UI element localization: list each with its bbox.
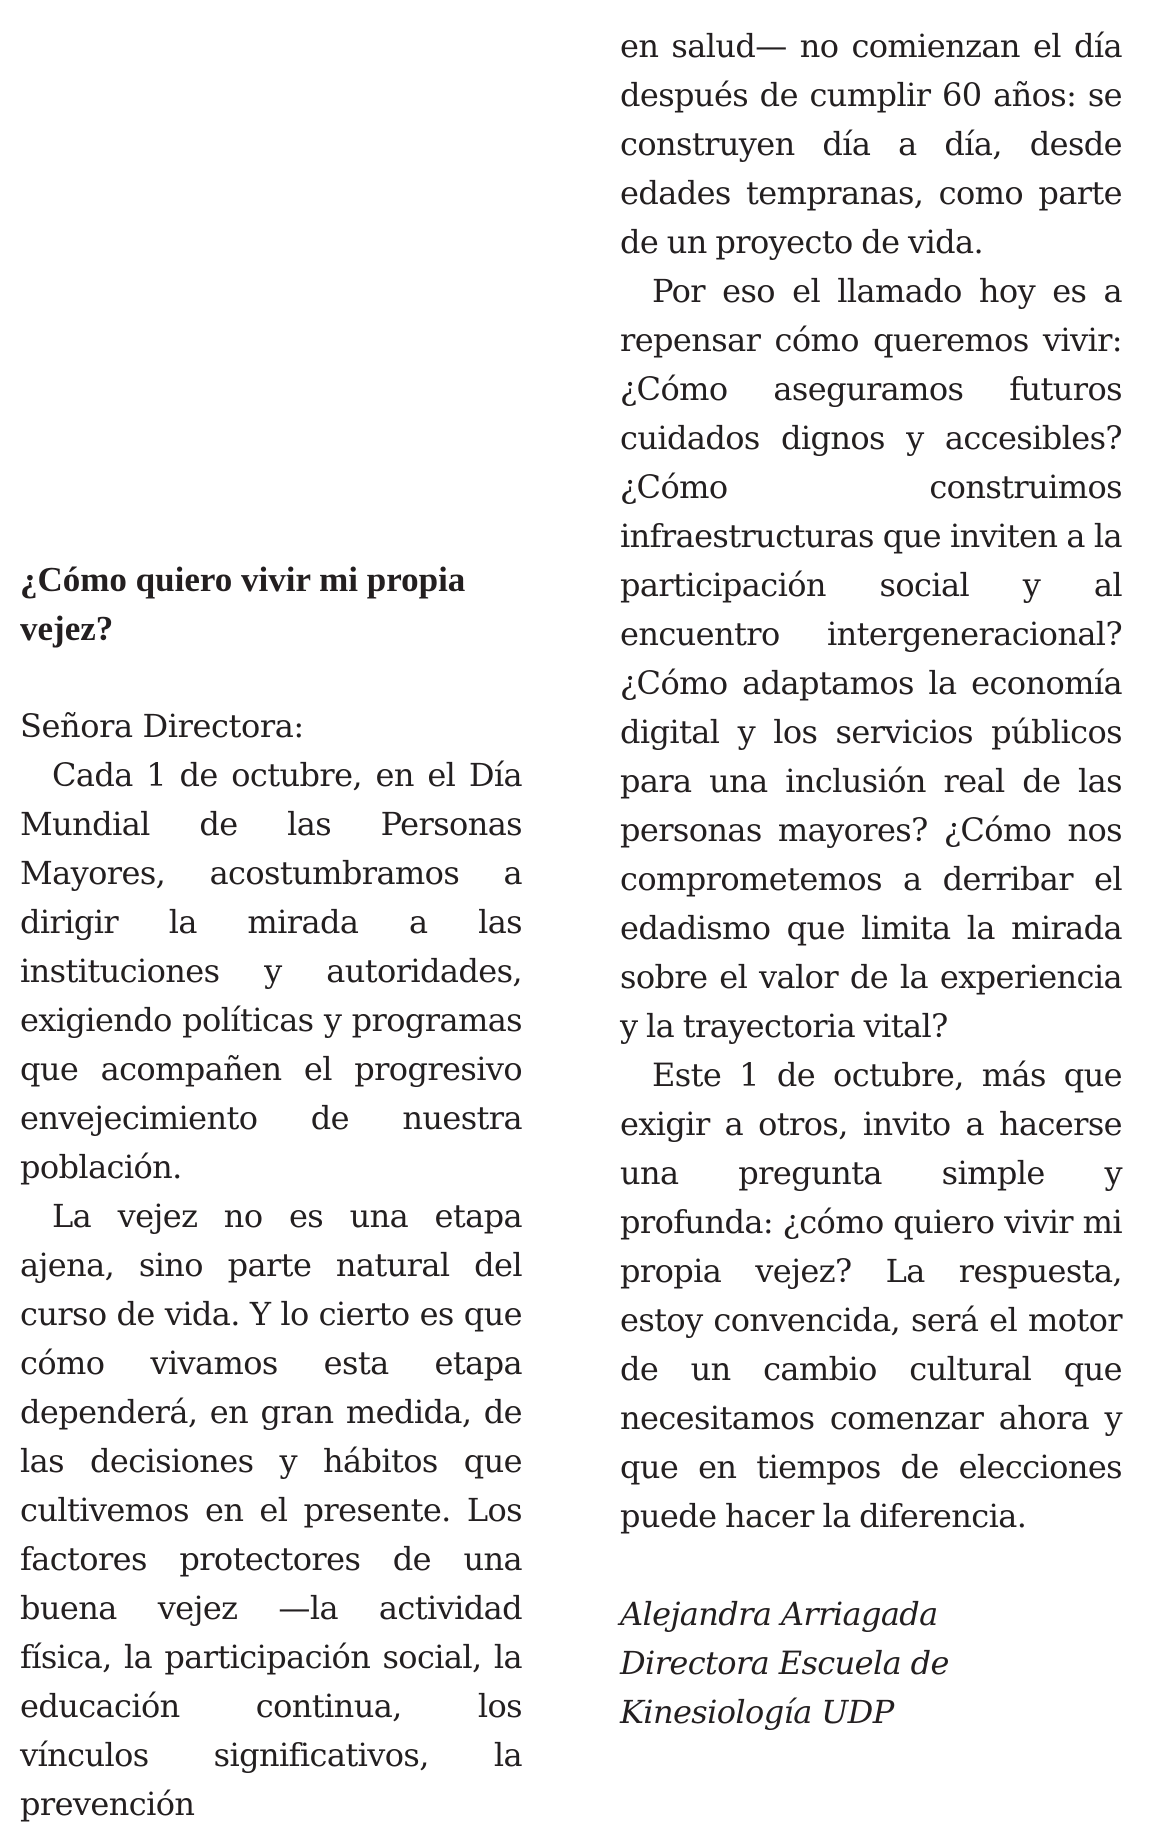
signature-name: Alejandra Arriagada bbox=[620, 1595, 938, 1633]
paragraph: Cada 1 de octubre, en el Día Mundial de las Personas Mayores, acostumbramos a dirigir la mirada a las instituciones y autoridades, exigiendo políticas y programas que acompañen el progresivo envejecimiento de nuestra población. bbox=[20, 756, 522, 1186]
left-column bbox=[20, 555, 522, 1829]
paragraph-continuation: en salud— no comienzan el día después de cumplir 60 años: se construyen día a día, desde edades tempranas, como parte de un proyecto de vida. bbox=[620, 27, 1122, 261]
signature bbox=[620, 1590, 1122, 1737]
signature-title-line1: Directora Escuela de bbox=[620, 1644, 949, 1682]
letter-headline: ¿Cómo quiero vivir mi propia vejez? bbox=[20, 560, 466, 648]
paragraph: La vejez no es una etapa ajena, sino parte natural del curso de vida. Y lo cierto es que cómo vivamos esta etapa dependerá, en gran medida, de las decisiones y hábitos que cultivemos en el presente. Los factores protectores de una buena vejez —la actividad física, la participación social, la educación continua, los vínculos significativos, la prevención bbox=[20, 1197, 522, 1823]
paragraph: Por eso el llamado hoy es a repensar cómo queremos vivir: ¿Cómo aseguramos futuros cuidados dignos y accesibles? ¿Cómo construimos infraestructuras que inviten a la participación social y al encuentro intergeneracional? ¿Cómo adaptamos la economía digital y los servicios públicos para una inclusión real de las personas mayores? ¿Cómo nos comprometemos a derribar el edadismo que limita la mirada sobre el valor de la experiencia y la trayectoria vital? bbox=[620, 272, 1122, 1045]
signature-title-line2: Kinesiología UDP bbox=[620, 1693, 894, 1731]
paragraph: Este 1 de octubre, más que exigir a otros, invito a hacerse una pregunta simple y profunda: ¿cómo quiero vivir mi propia vejez? La respuesta, estoy convencida, será el motor de un cambio cultural que necesitamos comenzar ahora y que en tiempos de elecciones puede hacer la diferencia. bbox=[620, 1056, 1122, 1535]
right-column bbox=[620, 22, 1122, 1737]
salutation: Señora Directora: bbox=[20, 707, 304, 745]
